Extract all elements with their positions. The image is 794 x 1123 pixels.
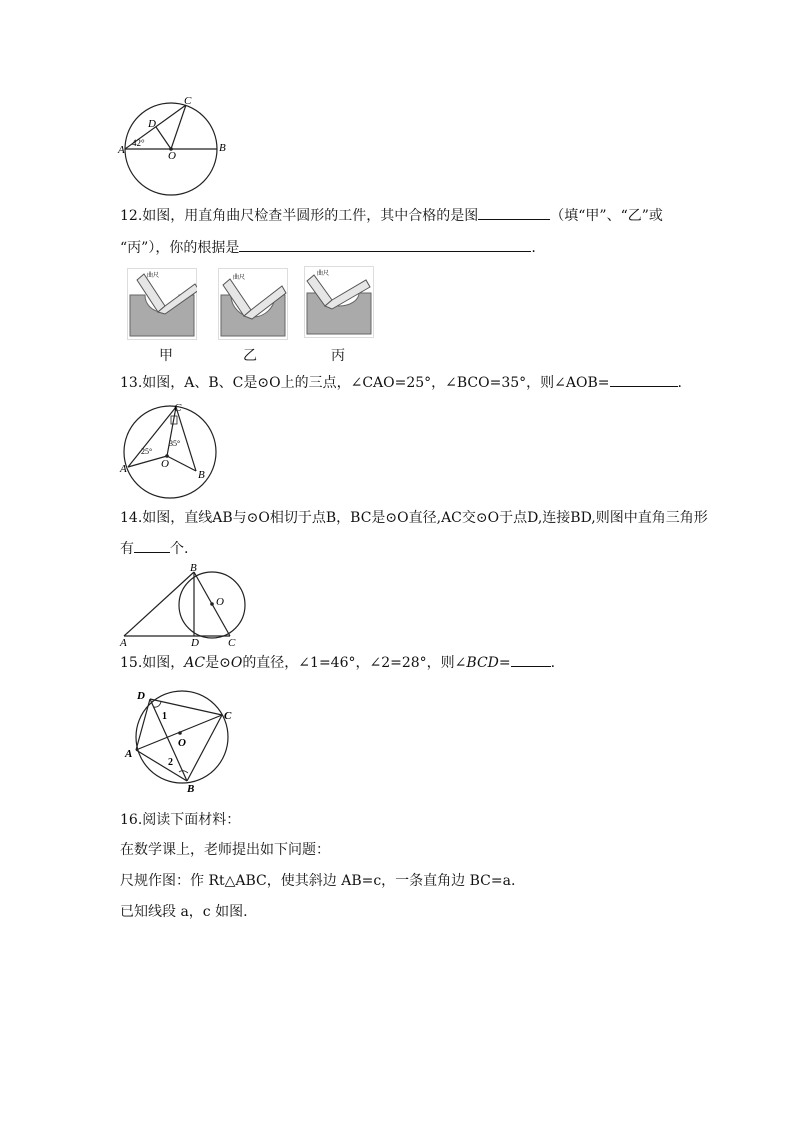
q16-line4: 已知线段 a，c 如图. <box>120 904 248 920</box>
q11-label-b: B <box>219 142 226 154</box>
q13-label-b: B <box>198 469 205 481</box>
q11-label-a: A <box>118 144 125 156</box>
q11-label-o: O <box>168 150 176 162</box>
q12-answer-blank-1[interactable] <box>478 205 550 220</box>
q15-angle-1: 1 <box>162 711 167 722</box>
q14-label-o: O <box>216 596 224 608</box>
svg-text:曲尺: 曲尺 <box>147 273 160 279</box>
figure-q15 <box>122 685 244 795</box>
q11-label-c: C <box>184 96 192 107</box>
q15-label-c: C <box>224 710 232 722</box>
q13-angle-25: 25° <box>141 447 153 456</box>
q14-label-c: C <box>228 637 236 648</box>
figure-q11 <box>116 96 234 196</box>
q16-line1: 16.阅读下面材料： <box>120 812 241 828</box>
q13-label-c: C <box>174 402 182 414</box>
q12-figure-yi <box>218 268 288 340</box>
figure-q14 <box>118 562 248 648</box>
q15-label-d: D <box>137 690 145 702</box>
q14-label-d: D <box>191 637 199 648</box>
q11-label-d: D <box>148 118 156 130</box>
q14-line1: 14.如图，直线AB与⊙O相切于点B，BC是⊙O直径,AC交⊙O于点D,连接BD,则图中直角三角形 <box>120 510 708 526</box>
q14-line2: 有 个. <box>120 538 188 559</box>
q13-angle-35: 35° <box>169 439 181 448</box>
q15-angle-2: 2 <box>168 757 173 768</box>
q12-caption-bing: 丙 <box>331 348 345 364</box>
q16-line2: 在数学课上，老师提出如下问题： <box>120 842 330 858</box>
q12-figure-jia <box>127 268 197 340</box>
q15-text: 15.如图，AC是⊙O的直径，∠1=46°，∠2=28°，则∠BCD= . <box>120 652 555 673</box>
q12-line2: “丙”），你的根据是 . <box>120 237 536 258</box>
q15-label-b: B <box>187 783 195 795</box>
svg-text:曲尺: 曲尺 <box>233 275 246 281</box>
q13-label-o: O <box>161 458 169 470</box>
q11-angle-label: 42° <box>132 138 145 148</box>
q16-line3: 尺规作图：作 Rt△ABC，使其斜边 AB=c，一条直角边 BC=a. <box>120 873 516 889</box>
q15-answer-blank[interactable] <box>511 652 551 667</box>
q12-caption-jia: 甲 <box>159 348 173 364</box>
q14-answer-blank[interactable] <box>134 538 170 553</box>
q13-label-a: A <box>120 463 127 475</box>
q13-text: 13.如图，A、B、C是⊙O上的三点，∠CAO=25°，∠BCO=35°，则∠AOB= . <box>120 372 682 393</box>
q14-label-a: A <box>120 637 127 648</box>
q15-label-a: A <box>125 748 133 760</box>
svg-text:曲尺: 曲尺 <box>317 271 330 277</box>
figure-q13 <box>118 402 222 500</box>
q14-label-b: B <box>190 562 197 574</box>
q12-figure-bing <box>304 266 374 338</box>
q12-line1: 12.如图，用直角曲尺检查半圆形的工件，其中合格的是图 （填“甲”、“乙”或 <box>120 205 663 226</box>
q13-answer-blank[interactable] <box>610 372 678 387</box>
q12-answer-blank-2[interactable] <box>239 237 531 252</box>
q12-caption-yi: 乙 <box>243 348 257 364</box>
q15-label-o: O <box>178 737 186 749</box>
